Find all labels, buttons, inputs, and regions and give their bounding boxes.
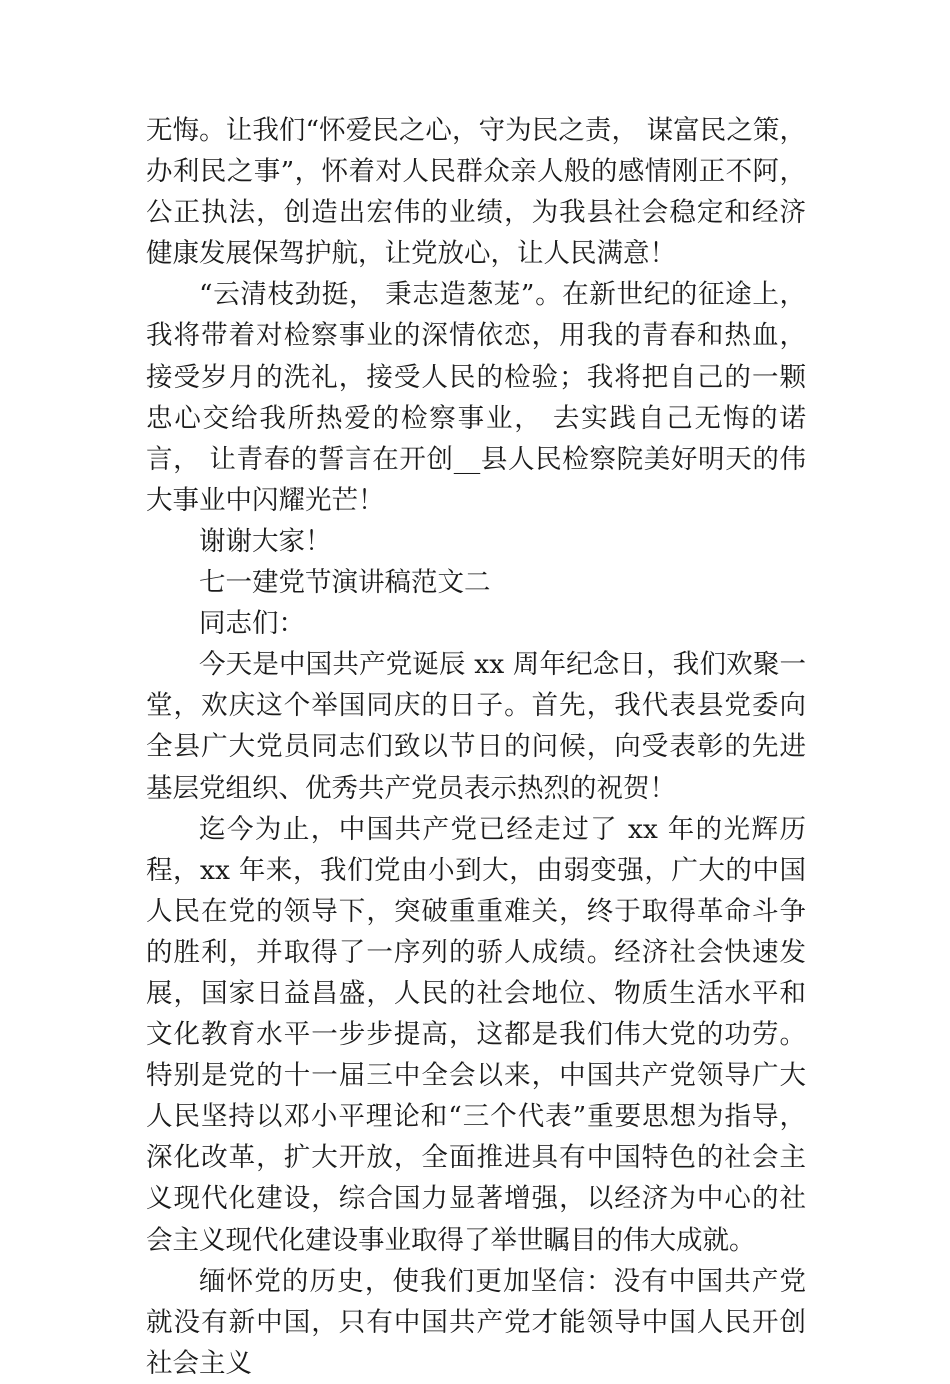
paragraph-continuation: 无悔。让我们“怀爱民之心，守为民之责， 谋富民之策， 办利民之事”，怀着对人民群众亲人般的感情刚正不阿，公正执法，创造出宏伟的业绩，为我县社会稳定和经济健康发展保驾护航，让党放心，让人民满意！ bbox=[146, 115, 806, 270]
paragraph-closing-quote: “云清枝劲挺， 秉志造葱茏”。在新世纪的征途上， 我将带着对检察事业的深情依恋，用我的青春和热血， 接受岁月的洗礼，接受人民的检验；我将把自己的一颗忠心交给我所热爱的检察事业， 去实践自己无悔的诺言， 让青春的誓言在开创__县人民检察院美好明天的伟大事业中闪耀光芒！ bbox=[146, 279, 806, 516]
section-title: 七一建党节演讲稿范文二 bbox=[199, 567, 491, 599]
salutation: 同志们： bbox=[199, 608, 305, 640]
paragraph-thanks: 谢谢大家！ bbox=[199, 525, 332, 557]
paragraph-history: 迄今为止，中国共产党已经走过了 xx 年的光辉历程，xx 年来，我们党由小到大，由弱变强，广大的中国人民在党的领导下，突破重重难关，终于取得革命斗争的胜利，并取得了一序列的骄人成绩。经济社会快速发展，国家日益昌盛，人民的社会地位、物质生活水平和文化教育水平一步步提高，这都是我们伟大党的功劳。特别是党的十一届三中全会以来，中国共产党领导广大人民坚持以邓小平理论和“三个代表”重要思想为指导，深化改革，扩大开放，全面推进具有中国特色的社会主义现代化建设，综合国力显著增强，以经济为中心的社会主义现代化建设事业取得了举世瞩目的伟大成就。 bbox=[146, 813, 806, 1256]
paragraph-anniversary: 今天是中国共产党诞辰 xx 周年纪念日，我们欢聚一堂，欢庆这个举国同庆的日子。首先，我代表县党委向全县广大党员同志们致以节日的问候，向受表彰的先进基层党组织、优秀共产党员表示热烈的祝贺！ bbox=[146, 649, 806, 804]
document-page bbox=[146, 110, 806, 1384]
paragraph-conviction: 缅怀党的历史，使我们更加坚信：没有中国共产党就没有新中国，只有中国共产党才能领导中国人民开创社会主义 bbox=[146, 1265, 806, 1379]
